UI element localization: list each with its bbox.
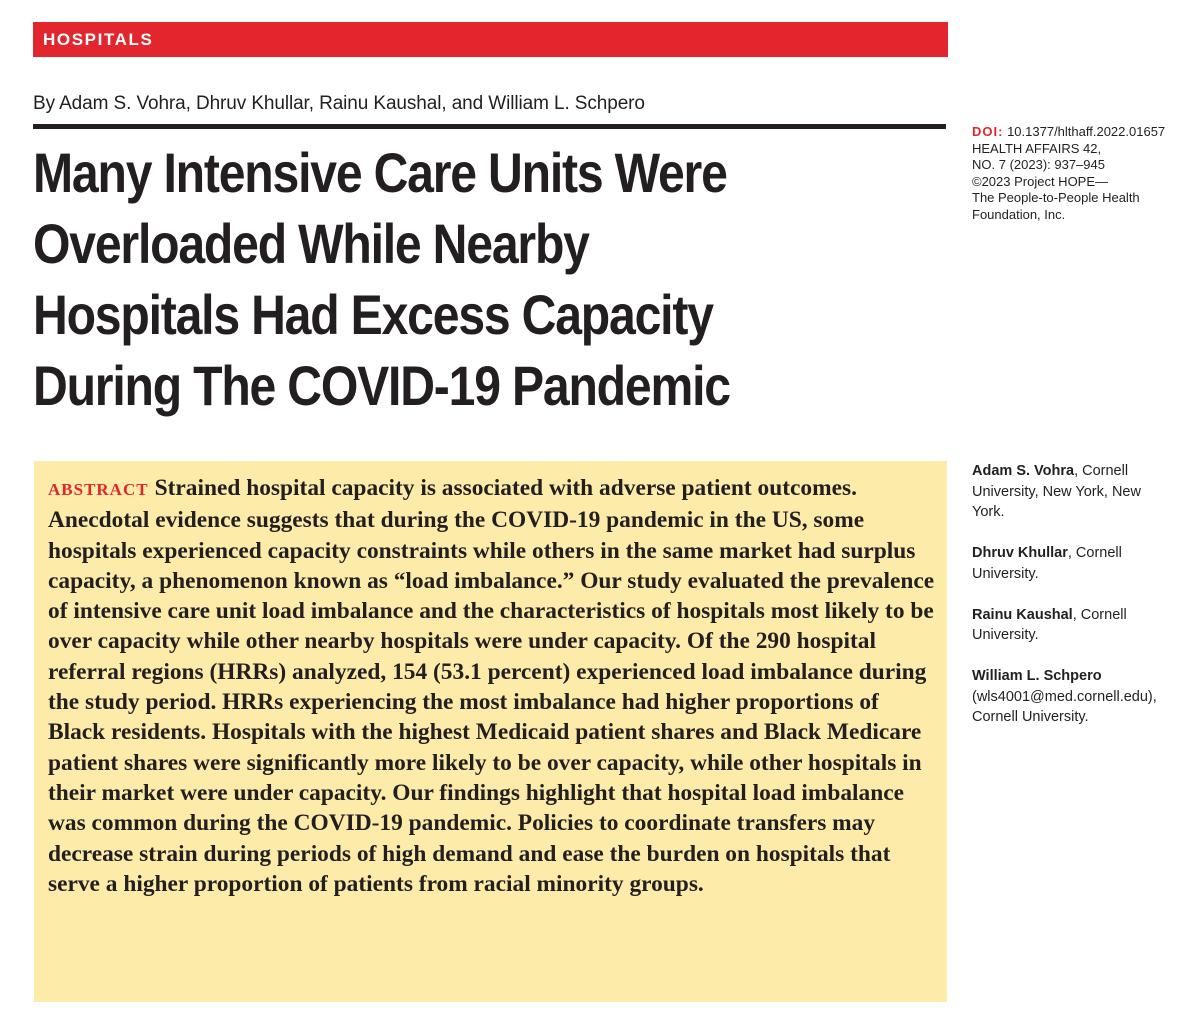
citation-line: Foundation, Inc.	[972, 206, 1066, 222]
article-title	[33, 137, 945, 421]
title-line: Hospitals Had Excess Capacity	[33, 283, 713, 346]
affiliation	[972, 605, 1192, 646]
affiliation-line: York.	[972, 504, 1005, 520]
affiliation-line: University, New York, New	[972, 483, 1141, 500]
affiliation-line: , Cornell	[1072, 606, 1127, 623]
abstract-body: Strained hospital capacity is associated with adverse patient outcomes. Anecdotal evidence suggests that during the COVID-19 pandemic in the US, some hospitals experienced capacity constraints while others in the same market had surplus capacity, a phenomenon known as “load imbalance.” Our study evaluated the prevalence of intensive care unit load imbalance and the characteristics of hospitals most likely to be over capacity while other nearby hospitals were under capacity. Of the 290 hospital referral regions (HRRs) analyzed, 154 (53.1 percent) experienced load imbalance during the study period. HRRs experiencing the most imbalance had higher proportions of Black residents. Hospitals with the highest Medicaid patient shares and Black Medicare patient shares were significantly more likely to be over capacity, while other hospitals in their market were under capacity. Our findings highlight that hospital load imbalance was common during the COVID-19 pandemic. Policies to coordinate transfers may decrease strain during periods of high demand and ease the burden on hospitals that serve a higher proportion of patients from racial minority groups.	[48, 475, 935, 897]
affiliation	[972, 461, 1192, 523]
affiliation-line: Cornell University.	[972, 709, 1089, 725]
citation-block	[972, 124, 1192, 223]
affiliation-line: , Cornell	[1067, 545, 1122, 561]
doi-line	[972, 124, 1192, 141]
author-name: Adam S. Vohra	[972, 463, 1075, 479]
affiliation	[972, 543, 1192, 584]
abstract-label: ABSTRACT	[48, 480, 149, 499]
citation-line: The People-to-People Health	[972, 190, 1140, 205]
doi-label: DOI:	[972, 124, 1004, 139]
citation-line: HEALTH AFFAIRS 42,	[972, 140, 1102, 156]
author-name: William L. Schpero	[972, 668, 1102, 684]
section-banner	[33, 22, 948, 57]
title-line: Overloaded While Nearby	[33, 212, 589, 275]
author-name: Rainu Kaushal	[972, 606, 1073, 623]
title-rule	[33, 124, 946, 129]
author-name: Dhruv Khullar	[972, 545, 1068, 561]
affiliation-line: , Cornell	[1074, 463, 1129, 479]
citation-line: ©2023 Project HOPE—	[972, 173, 1109, 189]
abstract-box	[34, 461, 947, 1002]
affiliation-line: University.	[972, 627, 1039, 643]
abstract-text	[48, 473, 938, 899]
byline: By Adam S. Vohra, Dhruv Khullar, Rainu Kaushal, and William L. Schpero	[33, 93, 645, 114]
title-line: During The COVID-19 Pandemic	[33, 354, 730, 417]
title-line: Many Intensive Care Units Were	[33, 141, 727, 204]
affiliation	[972, 666, 1192, 728]
author-affiliations	[972, 461, 1192, 748]
author-email[interactable]: (wls4001@med.cornell.edu),	[972, 688, 1157, 705]
section-label: HOSPITALS	[43, 30, 154, 49]
doi-link[interactable]: 10.1377/hlthaff.2022.01657	[1007, 124, 1166, 139]
citation-line: NO. 7 (2023): 937–945	[972, 157, 1105, 172]
affiliation-line: University.	[972, 565, 1039, 582]
